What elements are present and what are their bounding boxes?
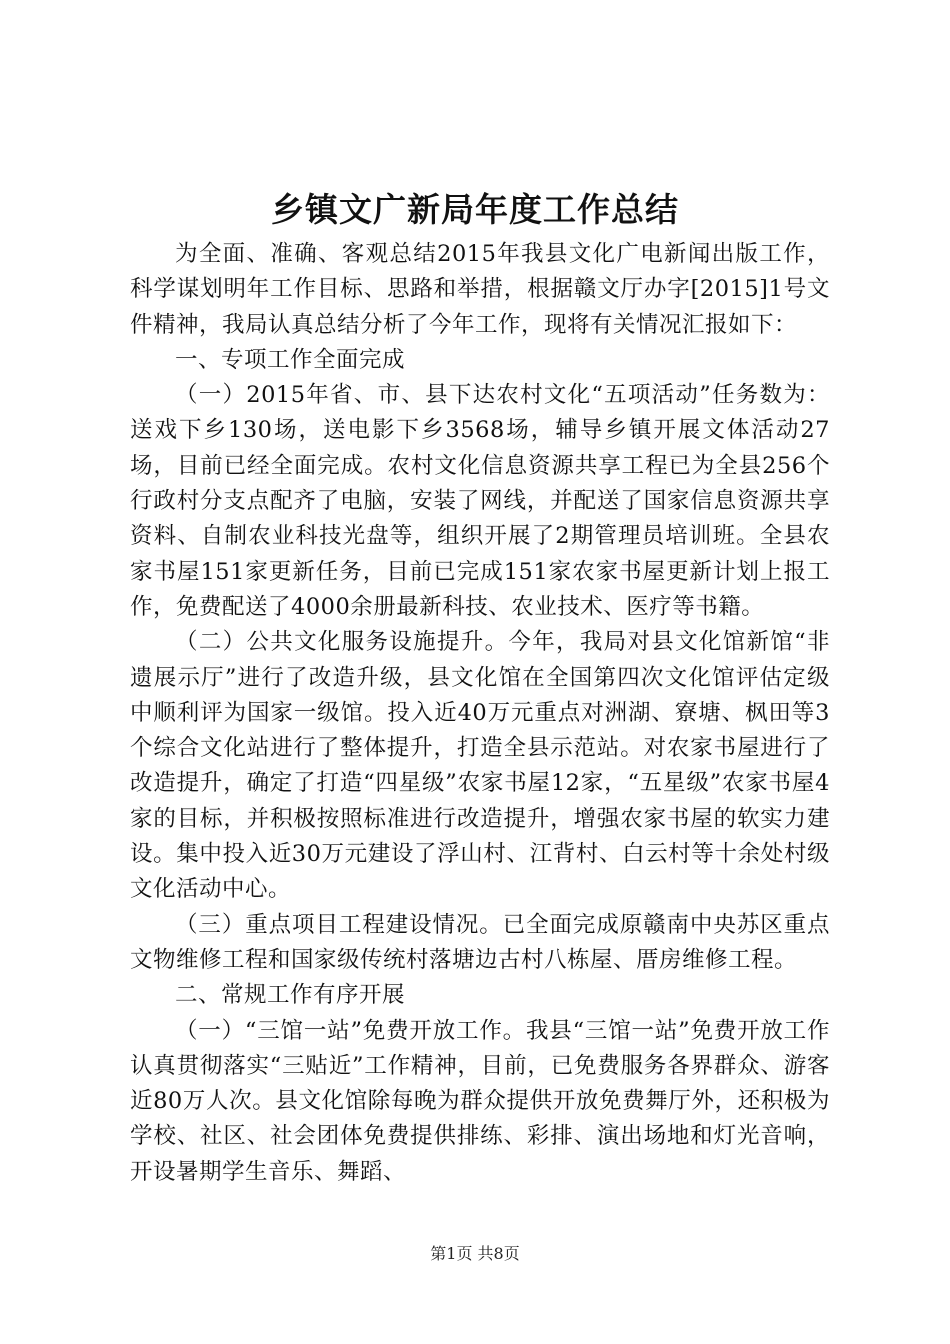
document-title: 乡镇文广新局年度工作总结: [271, 190, 679, 229]
paragraph-1-2: （二）公共文化服务设施提升。今年，我局对县文化馆新馆“非遗展示厅”进行了改造升级，县文化馆在全国第四次文化馆评估定级中顺利评为国家一级馆。投入近40万元重点对洲湖、寮塘、枫田等3个综合文化站进行了整体提升，打造全县示范站。对农家书屋进行了改造提升，确定了打造“四星级”农家书屋12家，“五星级”农家书屋4家的目标，并积极按照标准进行改造提升，增强农家书屋的软实力建设。集中投入近30万元建设了浮山村、江背村、白云村等十余处村级文化活动中心。: [130, 629, 830, 903]
paragraph-1-1: （一）2015年省、市、县下达农村文化“五项活动”任务数为：送戏下乡130场，送电影下乡3568场，辅导乡镇开展文体活动27场，目前已经全面完成。农村文化信息资源共享工程已为全县256个行政村分支点配齐了电脑，安装了网线，并配送了国家信息资源共享资料、自制农业科技光盘等，组织开展了2期管理员培训班。全县农家书屋151家更新任务，目前已完成151家农家书屋更新计划上报工作，免费配送了4000余册最新科技、农业技术、医疗等书籍。: [130, 382, 830, 620]
document-body: [130, 237, 830, 1190]
paragraph-2-1: （一）“三馆一站”免费开放工作。我县“三馆一站”免费开放工作认真贯彻落实“三贴近”工作精神，目前，已免费服务各界群众、游客近80万人次。县文化馆除每晚为群众提供开放免费舞厅外，还积极为学校、社区、社会团体免费提供排练、彩排、演出场地和灯光音响，开设暑期学生音乐、舞蹈、: [130, 1017, 830, 1185]
section-heading-1: 一、专项工作全面完成: [175, 346, 406, 373]
section-heading-2: 二、常规工作有序开展: [175, 982, 406, 1009]
page-footer: 第1页 共8页: [430, 1244, 520, 1263]
paragraph-1-3: （三）重点项目工程建设情况。已全面完成原赣南中央苏区重点文物维修工程和国家级传统村落塘边古村八栋屋、厝房维修工程。: [130, 911, 830, 973]
paragraph-intro: 为全面、准确、客观总结2015年我县文化广电新闻出版工作，科学谋划明年工作目标、思路和举措，根据赣文厅办字[2015]1号文件精神，我局认真总结分析了今年工作，现将有关情况汇报如下：: [130, 241, 830, 338]
